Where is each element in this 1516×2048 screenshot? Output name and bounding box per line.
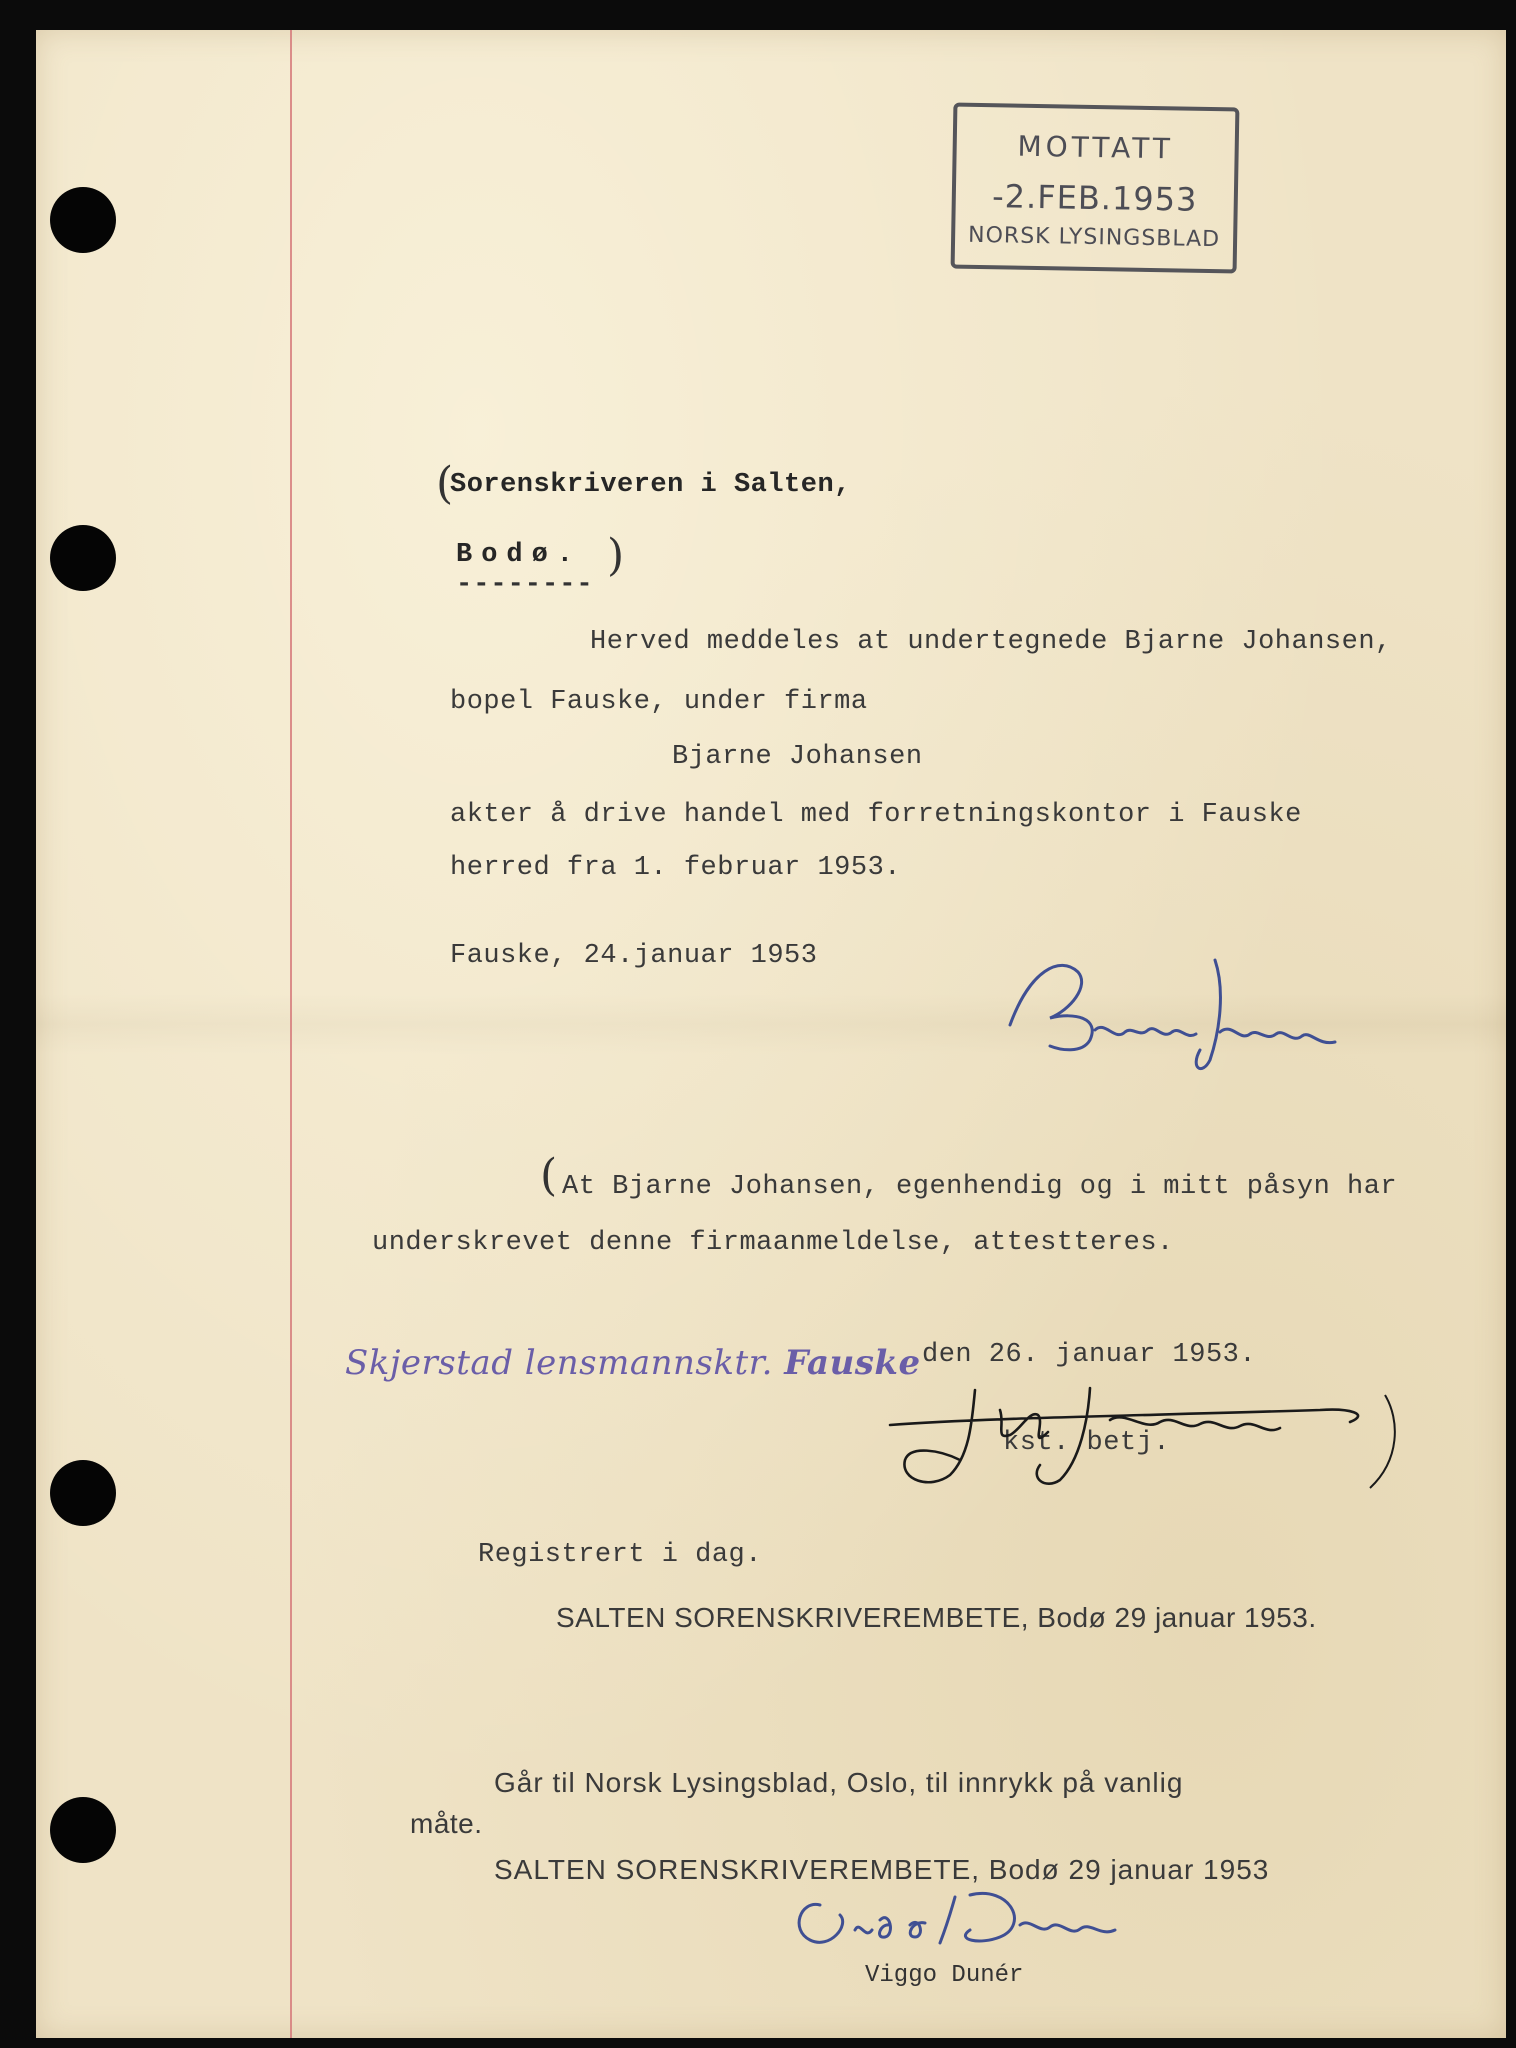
body-line-3: Bjarne Johansen [672, 742, 923, 772]
registration-line-1: Registrert i dag. [478, 1540, 762, 1570]
recipient-city: Bodø. [456, 540, 583, 570]
attestation-line-1: At Bjarne Johansen, egenhendig og i mitt påsyn har [562, 1172, 1398, 1202]
bracket-close-1: ) [607, 530, 625, 581]
forwarding-line-1: Går til Norsk Lysingsblad, Oslo, til innrykk på vanlig [494, 1767, 1184, 1798]
recipient-line: Sorenskriveren i Salten, [450, 470, 851, 500]
city-underline: -------- [456, 570, 594, 600]
punch-hole-4 [50, 1797, 116, 1863]
forwarding-line-3: SALTEN SORENSKRIVEREMBETE, Bodø 29 januar 1953 [494, 1854, 1270, 1885]
registration-line-2: SALTEN SORENSKRIVEREMBETE, Bodø 29 januar 1953. [556, 1602, 1317, 1633]
date-line: Fauske, 24.januar 1953 [450, 941, 818, 971]
office-stamp [345, 1343, 921, 1383]
clerk-name: Viggo Dunér [865, 1962, 1024, 1989]
bracket-open-1: ( [436, 458, 454, 509]
bracket-open-2: ( [540, 1150, 558, 1201]
forwarding-line-2: måte. [410, 1808, 483, 1839]
officer-signature [880, 1370, 1400, 1510]
body-line-5: herred fra 1. februar 1953. [450, 853, 901, 883]
received-stamp [951, 103, 1240, 274]
attestation-date: den 26. januar 1953. [922, 1340, 1257, 1370]
body-line-4: akter å drive handel med forretningskontor i Fauske [450, 800, 1302, 830]
red-margin-line [290, 30, 292, 2038]
attestation-line-2: underskrevet denne firmaanmeldelse, attestteres. [372, 1228, 1174, 1258]
stamp-line-2: -2.FEB.1953 [991, 177, 1198, 219]
office-stamp-name: Skjerstad lensmannsktr. [345, 1343, 773, 1383]
punch-hole-1 [50, 187, 116, 253]
body-line-1: Herved meddeles at undertegnede Bjarne Johansen, [590, 627, 1392, 657]
attestation-role: kst. betj. [1003, 1428, 1171, 1458]
punch-hole-3 [50, 1460, 116, 1526]
body-line-2: bopel Fauske, under firma [450, 687, 868, 717]
stamp-line-3: NORSK LYSINGSBLAD [967, 222, 1221, 253]
punch-hole-2 [50, 525, 116, 591]
office-stamp-place: Fauske [784, 1343, 921, 1383]
stamp-line-1: MOTTATT [1017, 129, 1175, 166]
